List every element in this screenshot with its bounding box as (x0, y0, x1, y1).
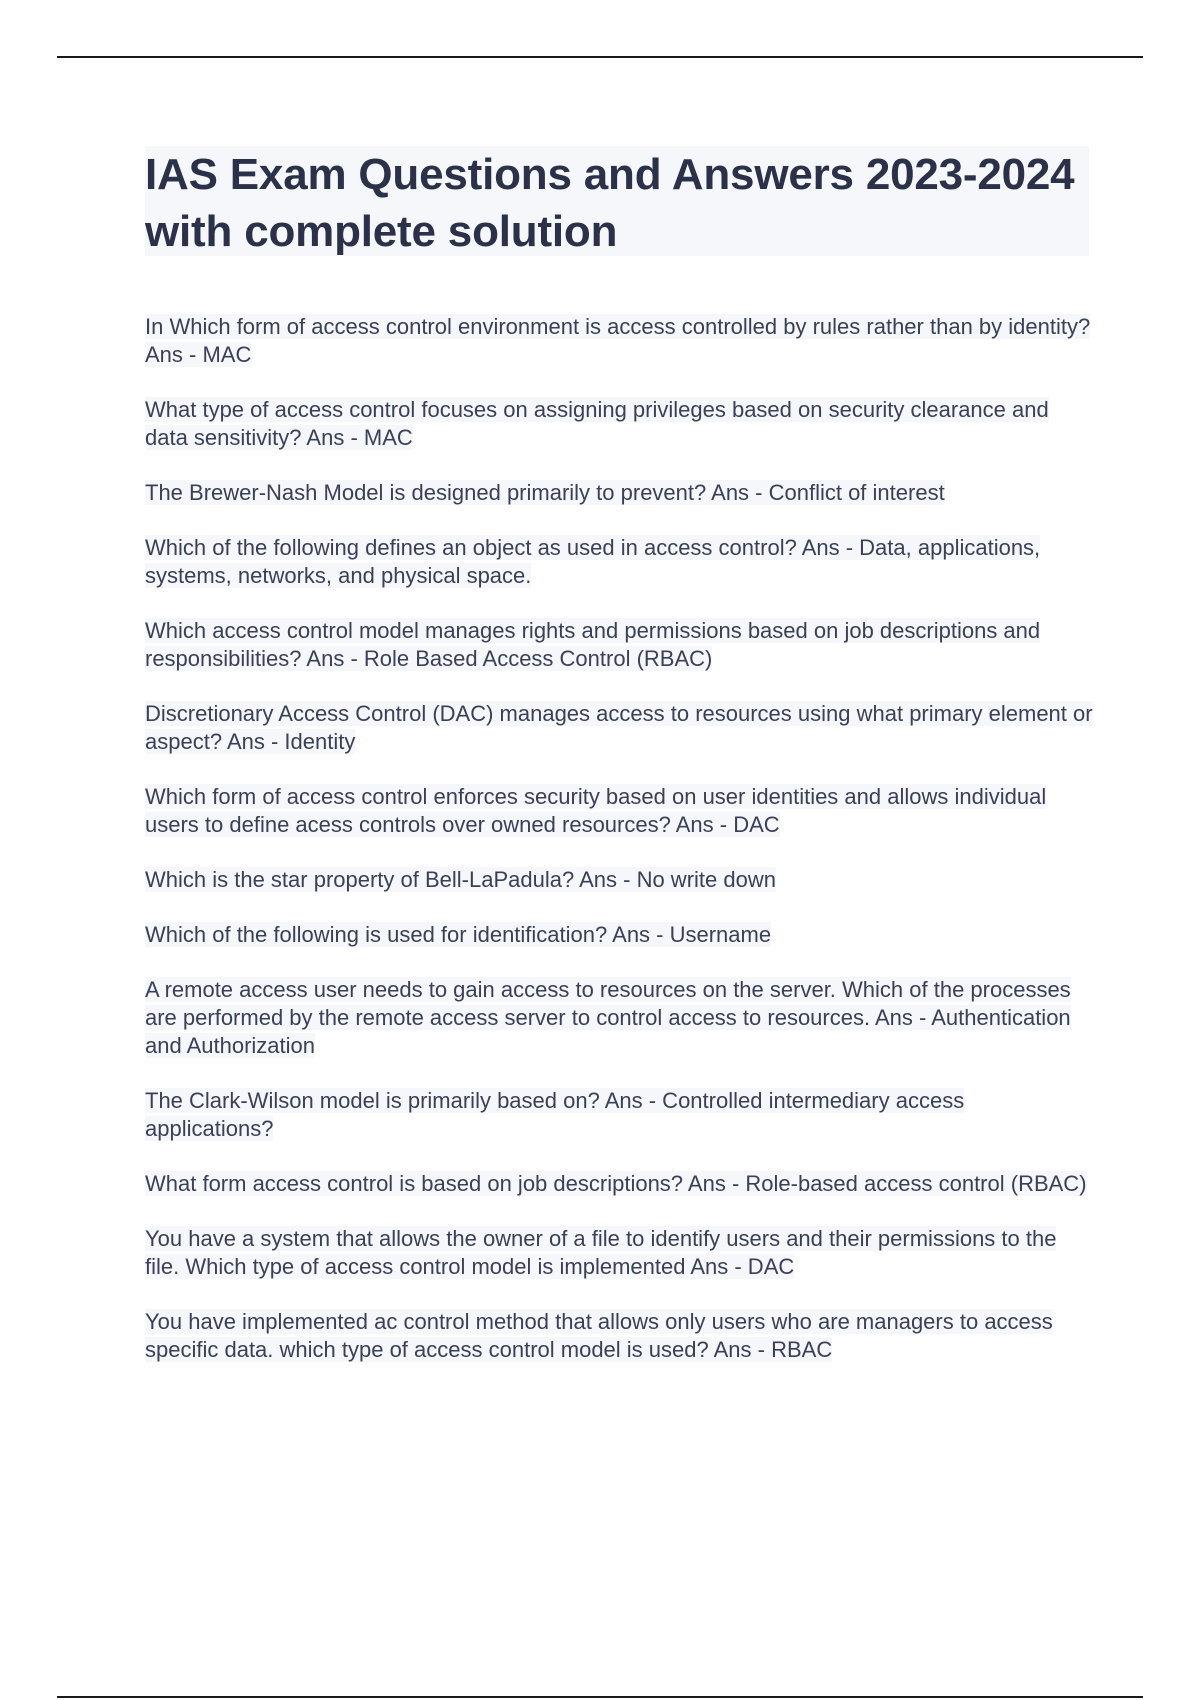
qa-text: Which is the star property of Bell-LaPadula? Ans - No write down (145, 867, 776, 892)
qa-text: Which access control model manages rights and permissions based on job descriptions and responsibilities? Ans - Role Based Access Control (RBAC) (145, 618, 1041, 671)
qa-item-1 (145, 313, 1095, 369)
qa-item-5 (145, 617, 1095, 673)
qa-text: Which of the following defines an object as used in access control? Ans - Data, applications, systems, networks, and physical space. (145, 535, 1041, 588)
qa-text: Discretionary Access Control (DAC) manages access to resources using what primary element or aspect? Ans - Identity (145, 701, 1093, 754)
qa-text: The Brewer-Nash Model is designed primarily to prevent? Ans - Conflict of interest (145, 480, 945, 505)
qa-list (145, 313, 1095, 1391)
qa-item-3 (145, 479, 1095, 507)
qa-text: The Clark-Wilson model is primarily based on? Ans - Controlled intermediary access applications? (145, 1088, 965, 1141)
qa-text: Which form of access control enforces security based on user identities and allows individual users to define acess controls over owned resources? Ans - DAC (145, 784, 1047, 837)
qa-item-2 (145, 396, 1095, 452)
qa-item-13 (145, 1225, 1095, 1281)
document-title: IAS Exam Questions and Answers 2023-2024 with complete solution (145, 150, 1075, 256)
qa-item-10 (145, 976, 1095, 1060)
qa-text: In Which form of access control environment is access controlled by rules rather than by identity? Ans - MAC (145, 314, 1091, 367)
qa-text: You have implemented ac control method that allows only users who are managers to access specific data. which type of access control model is used? Ans - RBAC (145, 1309, 1053, 1362)
qa-text: You have a system that allows the owner of a file to identify users and their permissions to the file. Which type of access control model is implemented Ans - DAC (145, 1226, 1057, 1279)
title-block (145, 146, 1089, 256)
qa-item-11 (145, 1087, 1095, 1143)
qa-item-9 (145, 921, 1095, 949)
qa-item-12 (145, 1170, 1095, 1198)
qa-text: What form access control is based on job descriptions? Ans - Role-based access control (RBAC) (145, 1171, 1087, 1196)
top-rule (57, 56, 1143, 58)
qa-item-6 (145, 700, 1095, 756)
qa-item-4 (145, 534, 1095, 590)
qa-item-14 (145, 1308, 1095, 1364)
qa-text: Which of the following is used for identification? Ans - Username (145, 922, 772, 947)
qa-item-8 (145, 866, 1095, 894)
qa-text: A remote access user needs to gain access to resources on the server. Which of the processes are performed by the remote access server to control access to resources. Ans - Authentication and Authorization (145, 977, 1071, 1058)
qa-item-7 (145, 783, 1095, 839)
bottom-rule (57, 1696, 1143, 1698)
qa-text: What type of access control focuses on assigning privileges based on security clearance and data sensitivity? Ans - MAC (145, 397, 1049, 450)
